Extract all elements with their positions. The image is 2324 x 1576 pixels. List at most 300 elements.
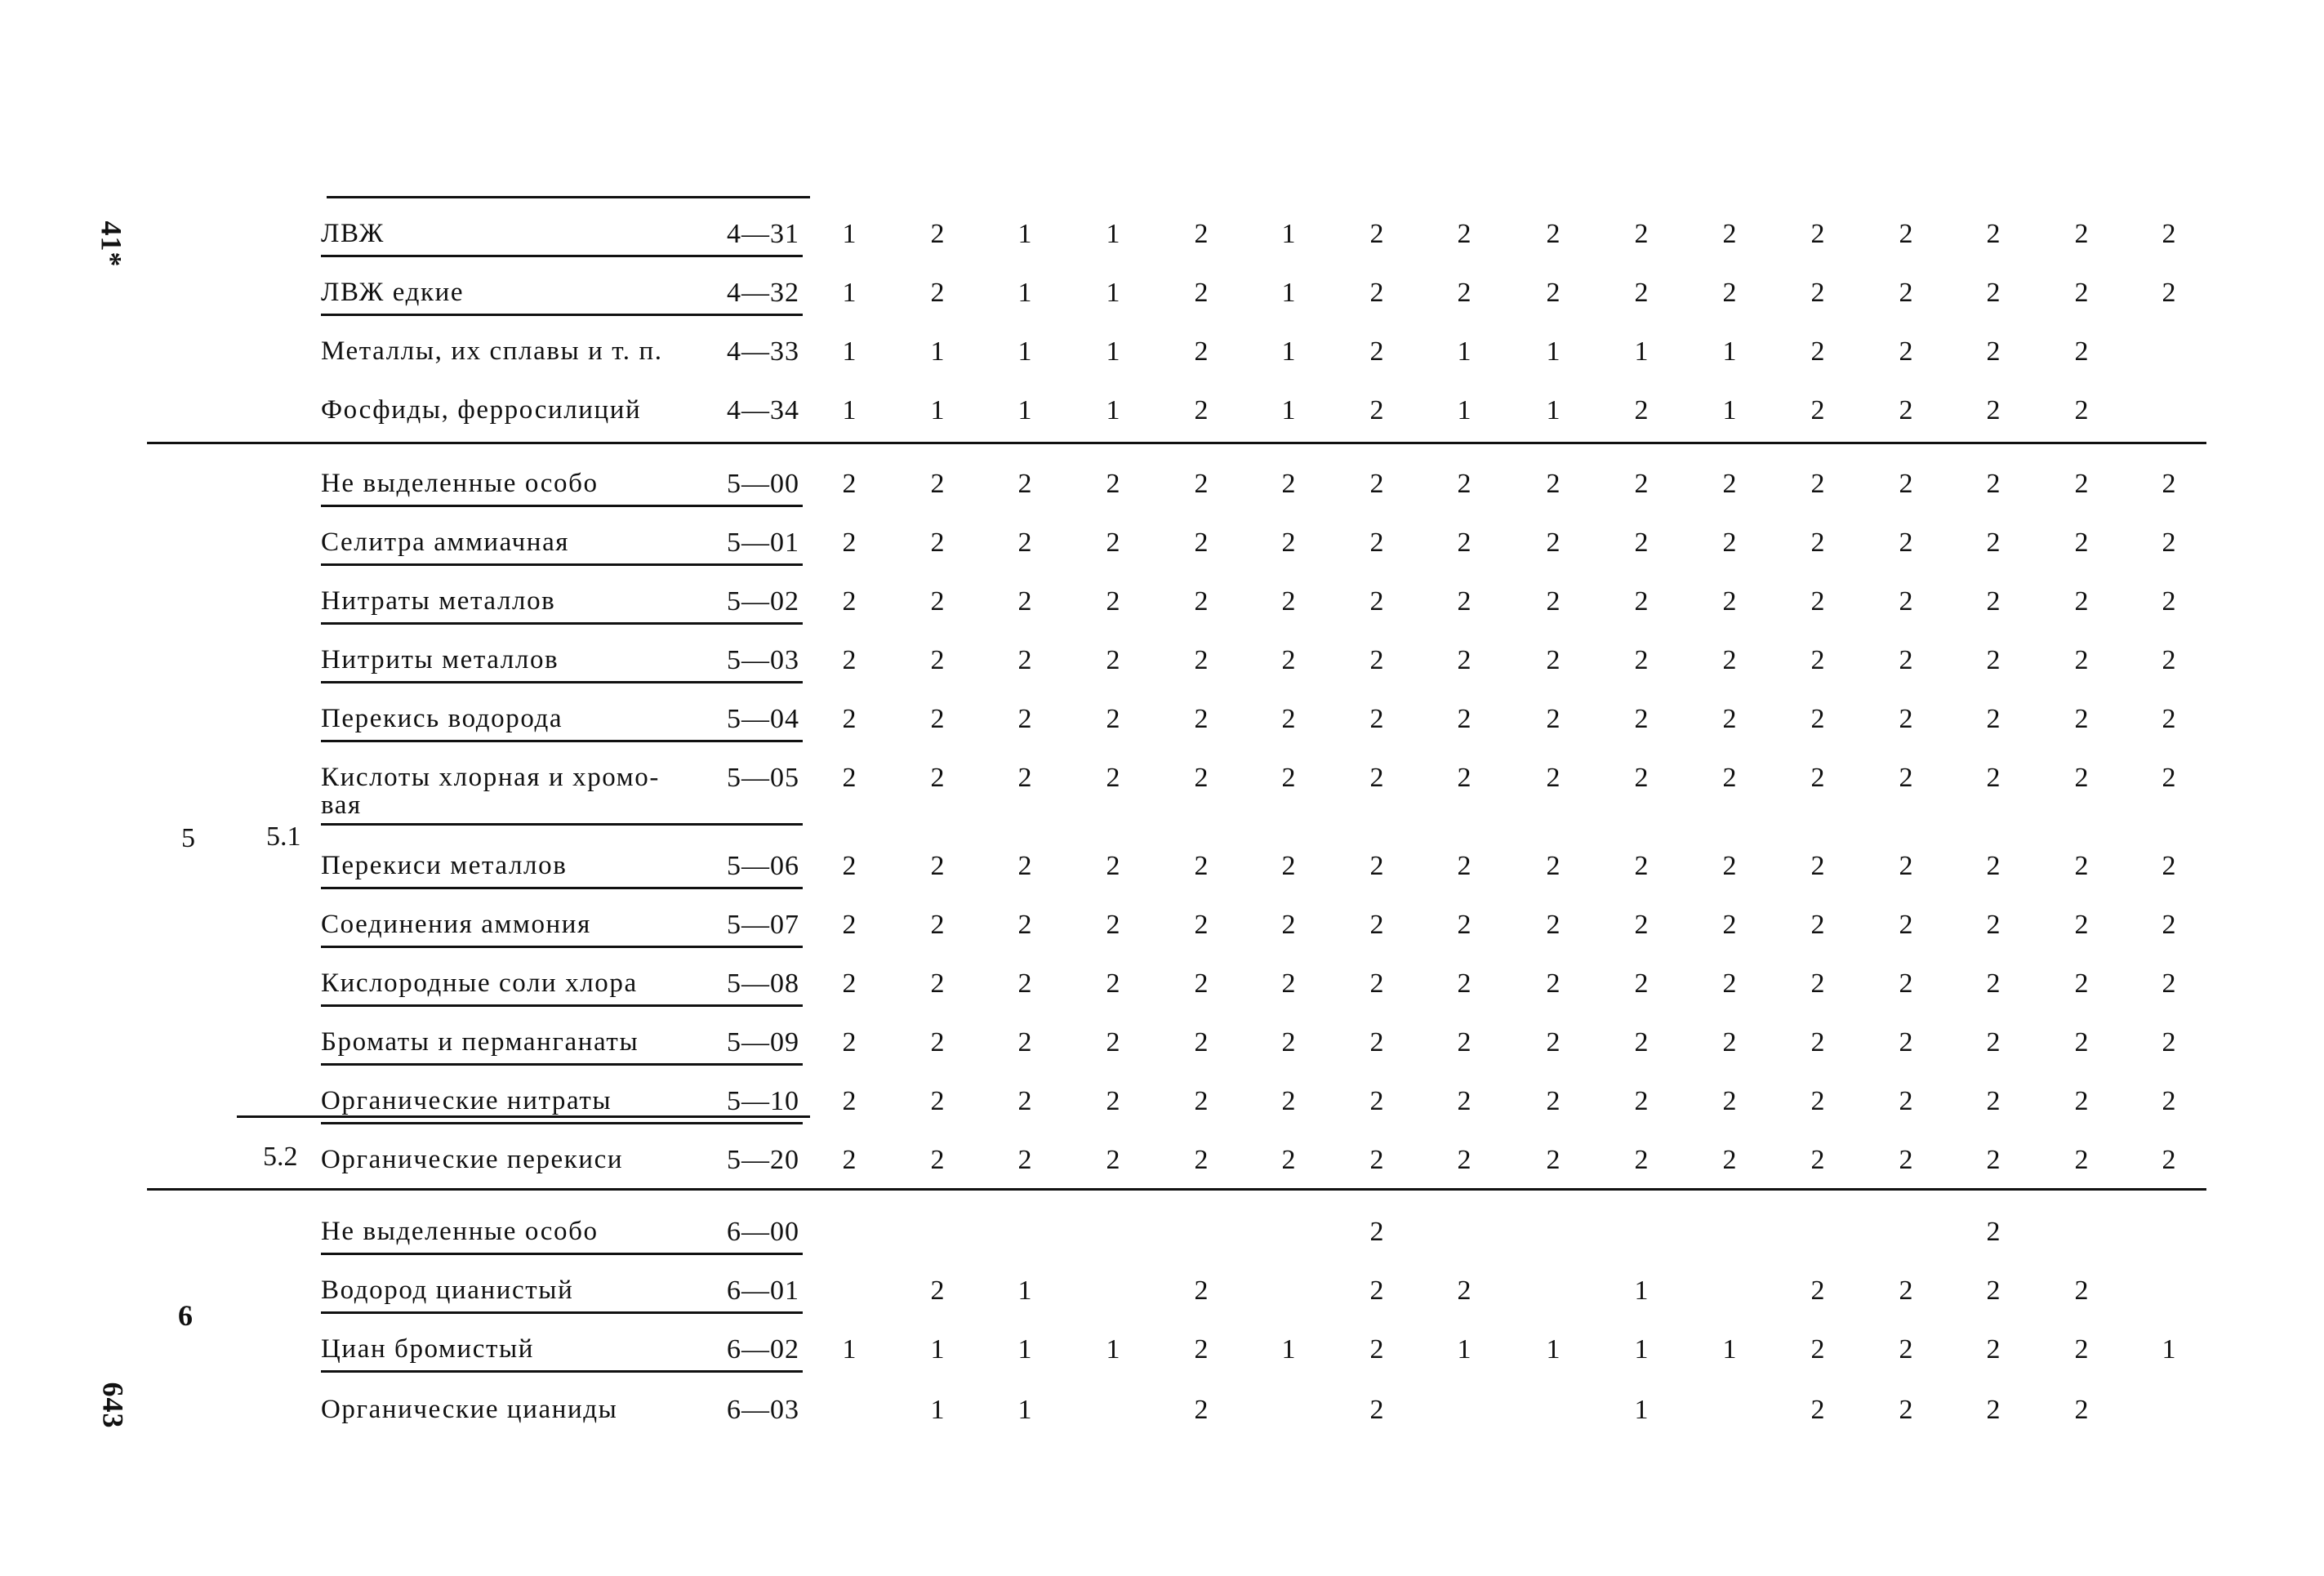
compatibility-value: 2	[1810, 336, 1825, 367]
compatibility-value: 2	[2161, 219, 2176, 249]
compatibility-value: 2	[1194, 336, 1209, 367]
compatibility-value: 2	[842, 910, 857, 940]
top-margin-marker: 41*	[95, 220, 128, 268]
compatibility-value: 2	[1810, 968, 1825, 999]
compatibility-value: 2	[2074, 1275, 2089, 1306]
compatibility-value: 2	[2161, 968, 2176, 999]
compatibility-value: 1	[1722, 336, 1737, 367]
compatibility-value: 1	[1017, 336, 1032, 367]
substance-name: Циан бромистый	[321, 1334, 535, 1364]
compatibility-value: 2	[1457, 645, 1471, 675]
compatibility-value: 2	[1899, 1145, 1913, 1175]
substance-name: Перекись водорода	[321, 704, 563, 733]
compatibility-value: 2	[1810, 1086, 1825, 1116]
compatibility-value: 2	[1810, 219, 1825, 249]
compatibility-value: 2	[930, 704, 945, 734]
compatibility-value: 2	[1634, 851, 1649, 881]
compatibility-value: 2	[1194, 1145, 1209, 1175]
row-underline	[321, 887, 803, 889]
compatibility-value: 2	[1986, 1027, 2001, 1057]
compatibility-value: 2	[1899, 1275, 1913, 1306]
substance-name: Перекиси металлов	[321, 851, 568, 880]
compatibility-value: 2	[1017, 645, 1032, 675]
row-underline	[321, 946, 803, 948]
compatibility-value: 1	[930, 1334, 945, 1365]
row-underline	[321, 1253, 803, 1255]
compatibility-value: 2	[1194, 219, 1209, 249]
compatibility-value: 2	[1281, 645, 1296, 675]
row-underline	[321, 505, 803, 507]
compatibility-value: 2	[2074, 469, 2089, 499]
compatibility-value: 1	[1017, 1395, 1032, 1425]
compatibility-value: 1	[1546, 395, 1560, 425]
compatibility-value: 2	[1810, 763, 1825, 793]
class-label-6: 6	[178, 1299, 193, 1332]
table-row	[0, 469, 2324, 518]
compatibility-value: 2	[1017, 469, 1032, 499]
substance-name: Не выделенные особо	[321, 469, 599, 498]
compatibility-value: 1	[1106, 1334, 1120, 1365]
table-row	[0, 586, 2324, 635]
compatibility-value: 2	[1899, 336, 1913, 367]
compatibility-value: 2	[1634, 586, 1649, 617]
compatibility-value: 2	[1810, 1334, 1825, 1365]
compatibility-value: 2	[1017, 851, 1032, 881]
table-row	[0, 910, 2324, 959]
compatibility-value: 2	[1634, 1145, 1649, 1175]
compatibility-value: 2	[1722, 1027, 1737, 1057]
compatibility-value: 2	[1899, 278, 1913, 308]
table-row	[0, 1145, 2324, 1194]
compatibility-value: 1	[1017, 278, 1032, 308]
compatibility-value: 2	[1369, 469, 1384, 499]
substance-code: 5—03	[727, 645, 799, 675]
compatibility-value: 2	[1986, 851, 2001, 881]
compatibility-value: 2	[1194, 1027, 1209, 1057]
compatibility-value: 2	[1986, 395, 2001, 425]
compatibility-value: 2	[2161, 278, 2176, 308]
compatibility-value: 2	[1194, 469, 1209, 499]
substance-code: 4—32	[727, 278, 799, 308]
compatibility-value: 1	[842, 278, 857, 308]
compatibility-value: 2	[1986, 763, 2001, 793]
compatibility-value: 2	[1369, 704, 1384, 734]
substance-name: Броматы и перманганаты	[321, 1027, 639, 1057]
compatibility-value: 2	[1546, 968, 1560, 999]
compatibility-value: 2	[2161, 851, 2176, 881]
compatibility-value: 1	[930, 336, 945, 367]
compatibility-value: 2	[930, 1275, 945, 1306]
substance-name: Водород цианистый	[321, 1275, 574, 1305]
compatibility-value: 2	[1281, 1145, 1296, 1175]
compatibility-value: 2	[1546, 219, 1560, 249]
compatibility-value: 2	[1457, 278, 1471, 308]
compatibility-value: 2	[930, 851, 945, 881]
substance-code: 6—03	[727, 1395, 799, 1425]
compatibility-value: 2	[1546, 763, 1560, 793]
compatibility-value: 2	[1194, 968, 1209, 999]
compatibility-value: 2	[1986, 1334, 2001, 1365]
compatibility-value: 1	[1457, 336, 1471, 367]
substance-code: 5—20	[727, 1145, 799, 1175]
substance-code: 5—04	[727, 704, 799, 734]
compatibility-value: 1	[1546, 1334, 1560, 1365]
compatibility-value: 2	[1281, 1086, 1296, 1116]
compatibility-value: 2	[2074, 1145, 2089, 1175]
compatibility-value: 2	[1457, 219, 1471, 249]
compatibility-value: 2	[1457, 763, 1471, 793]
compatibility-value: 2	[1899, 1334, 1913, 1365]
row-underline	[321, 314, 803, 316]
compatibility-value: 2	[1546, 586, 1560, 617]
compatibility-value: 2	[1106, 1145, 1120, 1175]
compatibility-value: 1	[1546, 336, 1560, 367]
compatibility-value: 2	[1281, 763, 1296, 793]
compatibility-value: 2	[1810, 1275, 1825, 1306]
compatibility-value: 2	[1369, 1086, 1384, 1116]
substance-code: 6—02	[727, 1334, 799, 1365]
compatibility-value: 2	[1986, 586, 2001, 617]
compatibility-value: 2	[930, 910, 945, 940]
substance-name: Селитра аммиачная	[321, 528, 570, 557]
compatibility-value: 2	[1369, 763, 1384, 793]
compatibility-value: 2	[2074, 1395, 2089, 1425]
compatibility-value: 2	[842, 1145, 857, 1175]
table-row	[0, 528, 2324, 577]
compatibility-value: 1	[1281, 219, 1296, 249]
compatibility-value: 2	[2074, 1086, 2089, 1116]
compatibility-value: 2	[1106, 851, 1120, 881]
row-underline	[321, 1063, 803, 1066]
compatibility-value: 2	[1457, 469, 1471, 499]
compatibility-value: 1	[1017, 219, 1032, 249]
compatibility-value: 2	[1722, 586, 1737, 617]
compatibility-value: 2	[1457, 1027, 1471, 1057]
compatibility-value: 1	[930, 1395, 945, 1425]
compatibility-value: 2	[1281, 851, 1296, 881]
compatibility-value: 2	[1546, 851, 1560, 881]
compatibility-value: 2	[1017, 763, 1032, 793]
compatibility-value: 2	[1899, 968, 1913, 999]
table-row	[0, 219, 2324, 268]
compatibility-value: 2	[1899, 704, 1913, 734]
compatibility-value: 2	[1369, 910, 1384, 940]
compatibility-value: 2	[1194, 704, 1209, 734]
compatibility-value: 2	[1634, 528, 1649, 558]
compatibility-value: 2	[930, 278, 945, 308]
compatibility-value: 2	[930, 528, 945, 558]
table-row	[0, 336, 2324, 385]
substance-code: 4—34	[727, 395, 799, 425]
compatibility-value: 1	[842, 219, 857, 249]
substance-name: ЛВЖ	[321, 219, 385, 248]
compatibility-value: 2	[1810, 469, 1825, 499]
compatibility-value: 2	[1722, 645, 1737, 675]
compatibility-value: 2	[1634, 704, 1649, 734]
compatibility-value: 2	[1722, 968, 1737, 999]
compatibility-value: 2	[930, 763, 945, 793]
compatibility-value: 2	[1722, 469, 1737, 499]
compatibility-value: 2	[1369, 1217, 1384, 1247]
compatibility-value: 2	[1017, 1145, 1032, 1175]
compatibility-value: 1	[930, 395, 945, 425]
compatibility-value: 1	[1722, 395, 1737, 425]
compatibility-value: 2	[1457, 704, 1471, 734]
compatibility-value: 2	[1810, 704, 1825, 734]
substance-code: 6—00	[727, 1217, 799, 1247]
compatibility-value: 2	[1369, 645, 1384, 675]
compatibility-value: 2	[1281, 910, 1296, 940]
compatibility-value: 2	[1634, 645, 1649, 675]
compatibility-value: 2	[1017, 704, 1032, 734]
substance-code: 5—01	[727, 528, 799, 558]
compatibility-value: 2	[1634, 395, 1649, 425]
compatibility-value: 2	[1546, 910, 1560, 940]
compatibility-value: 2	[930, 645, 945, 675]
compatibility-value: 2	[2074, 763, 2089, 793]
compatibility-value: 2	[2161, 763, 2176, 793]
compatibility-value: 1	[842, 1334, 857, 1365]
compatibility-value: 2	[1369, 278, 1384, 308]
compatibility-value: 2	[1281, 1027, 1296, 1057]
compatibility-value: 2	[1634, 910, 1649, 940]
substance-code: 5—05	[727, 763, 799, 793]
compatibility-value: 1	[1281, 1334, 1296, 1365]
compatibility-value: 2	[1899, 1086, 1913, 1116]
row-underline	[321, 563, 803, 566]
compatibility-value: 1	[1281, 278, 1296, 308]
table-row	[0, 968, 2324, 1017]
substance-code: 6—01	[727, 1275, 799, 1306]
top-rule	[327, 196, 810, 198]
table-row	[0, 278, 2324, 327]
substance-name: Не выделенные особо	[321, 1217, 599, 1246]
compatibility-value: 2	[1810, 1027, 1825, 1057]
compatibility-value: 2	[1017, 528, 1032, 558]
compatibility-value: 2	[2161, 1086, 2176, 1116]
compatibility-value: 2	[1281, 528, 1296, 558]
substance-name: Органические цианиды	[321, 1395, 618, 1424]
compatibility-value: 2	[1634, 1086, 1649, 1116]
compatibility-value: 2	[1810, 278, 1825, 308]
compatibility-value: 2	[1106, 910, 1120, 940]
table-row	[0, 1086, 2324, 1135]
compatibility-value: 2	[2074, 528, 2089, 558]
compatibility-value: 2	[1810, 1145, 1825, 1175]
compatibility-value: 2	[2161, 528, 2176, 558]
substance-name: Соединения аммония	[321, 910, 591, 939]
compatibility-value: 2	[1194, 1395, 1209, 1425]
compatibility-value: 2	[930, 1027, 945, 1057]
compatibility-value: 2	[1281, 469, 1296, 499]
compatibility-value: 2	[1986, 1086, 2001, 1116]
compatibility-value: 2	[1106, 1027, 1120, 1057]
table-row	[0, 763, 2324, 820]
substance-code: 5—02	[727, 586, 799, 617]
compatibility-value: 1	[1017, 1334, 1032, 1365]
compatibility-value: 2	[1194, 763, 1209, 793]
compatibility-value: 2	[930, 219, 945, 249]
compatibility-value: 2	[2074, 645, 2089, 675]
compatibility-value: 2	[1986, 1395, 2001, 1425]
compatibility-value: 2	[2074, 1334, 2089, 1365]
compatibility-value: 2	[1281, 704, 1296, 734]
compatibility-value: 2	[842, 586, 857, 617]
compatibility-value: 2	[2161, 910, 2176, 940]
compatibility-value: 1	[1106, 278, 1120, 308]
page-number: 643	[96, 1382, 130, 1429]
compatibility-value: 2	[1546, 278, 1560, 308]
compatibility-value: 2	[1457, 968, 1471, 999]
compatibility-value: 2	[1899, 586, 1913, 617]
compatibility-value: 2	[1899, 763, 1913, 793]
compatibility-value: 2	[1194, 1086, 1209, 1116]
substance-code: 5—10	[727, 1086, 799, 1116]
table-row	[0, 1275, 2324, 1324]
compatibility-value: 1	[1106, 336, 1120, 367]
substance-name: Кислоты хлорная и хромо-	[321, 763, 660, 792]
compatibility-value: 1	[1634, 336, 1649, 367]
compatibility-value: 2	[1722, 528, 1737, 558]
compatibility-value: 2	[1986, 645, 2001, 675]
compatibility-value: 2	[930, 1086, 945, 1116]
compatibility-value: 2	[1634, 219, 1649, 249]
compatibility-value: 2	[1986, 528, 2001, 558]
compatibility-value: 2	[2074, 336, 2089, 367]
compatibility-value: 2	[1899, 1027, 1913, 1057]
compatibility-value: 2	[842, 851, 857, 881]
compatibility-value: 2	[1986, 469, 2001, 499]
table-row	[0, 1027, 2324, 1076]
substance-code: 5—00	[727, 469, 799, 499]
compatibility-value: 1	[1017, 1275, 1032, 1306]
substance-code: 5—07	[727, 910, 799, 940]
substance-name: Нитриты металлов	[321, 645, 559, 674]
class-label-5: 5	[181, 823, 195, 853]
compatibility-value: 2	[842, 704, 857, 734]
compatibility-value: 2	[1194, 645, 1209, 675]
compatibility-value: 2	[1546, 645, 1560, 675]
compatibility-value: 1	[1281, 336, 1296, 367]
substance-name: Органические перекиси	[321, 1145, 624, 1174]
compatibility-value: 2	[930, 586, 945, 617]
compatibility-value: 2	[1899, 395, 1913, 425]
compatibility-value: 2	[1899, 851, 1913, 881]
compatibility-value: 2	[1722, 851, 1737, 881]
compatibility-value: 2	[1106, 586, 1120, 617]
compatibility-value: 2	[1017, 910, 1032, 940]
compatibility-value: 2	[2074, 395, 2089, 425]
compatibility-value: 2	[1634, 968, 1649, 999]
compatibility-value: 1	[1722, 1334, 1737, 1365]
compatibility-value: 2	[1369, 851, 1384, 881]
compatibility-value: 2	[930, 1145, 945, 1175]
compatibility-value: 2	[1369, 336, 1384, 367]
compatibility-value: 1	[1634, 1275, 1649, 1306]
compatibility-value: 2	[1369, 1145, 1384, 1175]
compatibility-value: 2	[1634, 763, 1649, 793]
substance-name: Нитраты металлов	[321, 586, 556, 616]
compatibility-value: 2	[2074, 910, 2089, 940]
table-row	[0, 645, 2324, 694]
compatibility-value: 2	[1899, 910, 1913, 940]
table-row	[0, 1217, 2324, 1266]
compatibility-value: 2	[2161, 1027, 2176, 1057]
compatibility-value: 2	[1457, 1145, 1471, 1175]
compatibility-value: 2	[1722, 1145, 1737, 1175]
compatibility-value: 2	[2074, 704, 2089, 734]
compatibility-value: 2	[1899, 1395, 1913, 1425]
compatibility-value: 2	[1546, 1027, 1560, 1057]
compatibility-value: 2	[1194, 586, 1209, 617]
compatibility-value: 2	[1106, 968, 1120, 999]
table-row	[0, 851, 2324, 900]
compatibility-value: 2	[1369, 1334, 1384, 1365]
compatibility-value: 2	[1017, 1086, 1032, 1116]
subclass-label-5-2: 5.2	[263, 1142, 298, 1172]
substance-name: ЛВЖ едкие	[321, 278, 465, 307]
compatibility-value: 2	[842, 1027, 857, 1057]
compatibility-value: 2	[930, 968, 945, 999]
subclass-label-5-1: 5.1	[266, 821, 301, 852]
compatibility-value: 2	[2161, 645, 2176, 675]
compatibility-value: 2	[1457, 528, 1471, 558]
compatibility-value: 2	[1899, 528, 1913, 558]
compatibility-value: 2	[1546, 1145, 1560, 1175]
compatibility-value: 2	[2161, 1145, 2176, 1175]
compatibility-value: 2	[1457, 1275, 1471, 1306]
compatibility-value: 2	[1986, 1145, 2001, 1175]
compatibility-value: 2	[1810, 1395, 1825, 1425]
compatibility-value: 2	[1634, 469, 1649, 499]
compatibility-value: 2	[1457, 586, 1471, 617]
compatibility-value: 2	[1986, 336, 2001, 367]
substance-code: 5—09	[727, 1027, 799, 1057]
compatibility-value: 2	[2074, 278, 2089, 308]
compatibility-value: 2	[1194, 528, 1209, 558]
compatibility-value: 2	[1810, 528, 1825, 558]
compatibility-value: 1	[1457, 1334, 1471, 1365]
compatibility-value: 2	[1106, 763, 1120, 793]
compatibility-value: 2	[930, 469, 945, 499]
compatibility-value: 2	[1810, 910, 1825, 940]
compatibility-value: 2	[1810, 586, 1825, 617]
table-row	[0, 1334, 2324, 1383]
substance-name: Кислородные соли хлора	[321, 968, 638, 998]
compatibility-value: 2	[1369, 395, 1384, 425]
compatibility-value: 2	[1106, 528, 1120, 558]
substance-code: 5—06	[727, 851, 799, 881]
compatibility-value: 2	[842, 469, 857, 499]
compatibility-value: 2	[1546, 1086, 1560, 1116]
compatibility-value: 2	[1986, 910, 2001, 940]
compatibility-value: 2	[1546, 704, 1560, 734]
compatibility-value: 1	[842, 395, 857, 425]
substance-name: Металлы, их сплавы и т. п.	[321, 336, 663, 366]
compatibility-value: 2	[1722, 219, 1737, 249]
substance-name-continued: вая	[321, 790, 362, 820]
compatibility-value: 1	[1106, 219, 1120, 249]
row-underline	[321, 622, 803, 625]
compatibility-value: 2	[1017, 968, 1032, 999]
compatibility-value: 2	[1986, 704, 2001, 734]
compatibility-value: 2	[1634, 278, 1649, 308]
compatibility-value: 1	[842, 336, 857, 367]
compatibility-value: 2	[1634, 1027, 1649, 1057]
compatibility-value: 1	[1457, 395, 1471, 425]
compatibility-value: 2	[1369, 219, 1384, 249]
compatibility-value: 2	[1369, 1275, 1384, 1306]
